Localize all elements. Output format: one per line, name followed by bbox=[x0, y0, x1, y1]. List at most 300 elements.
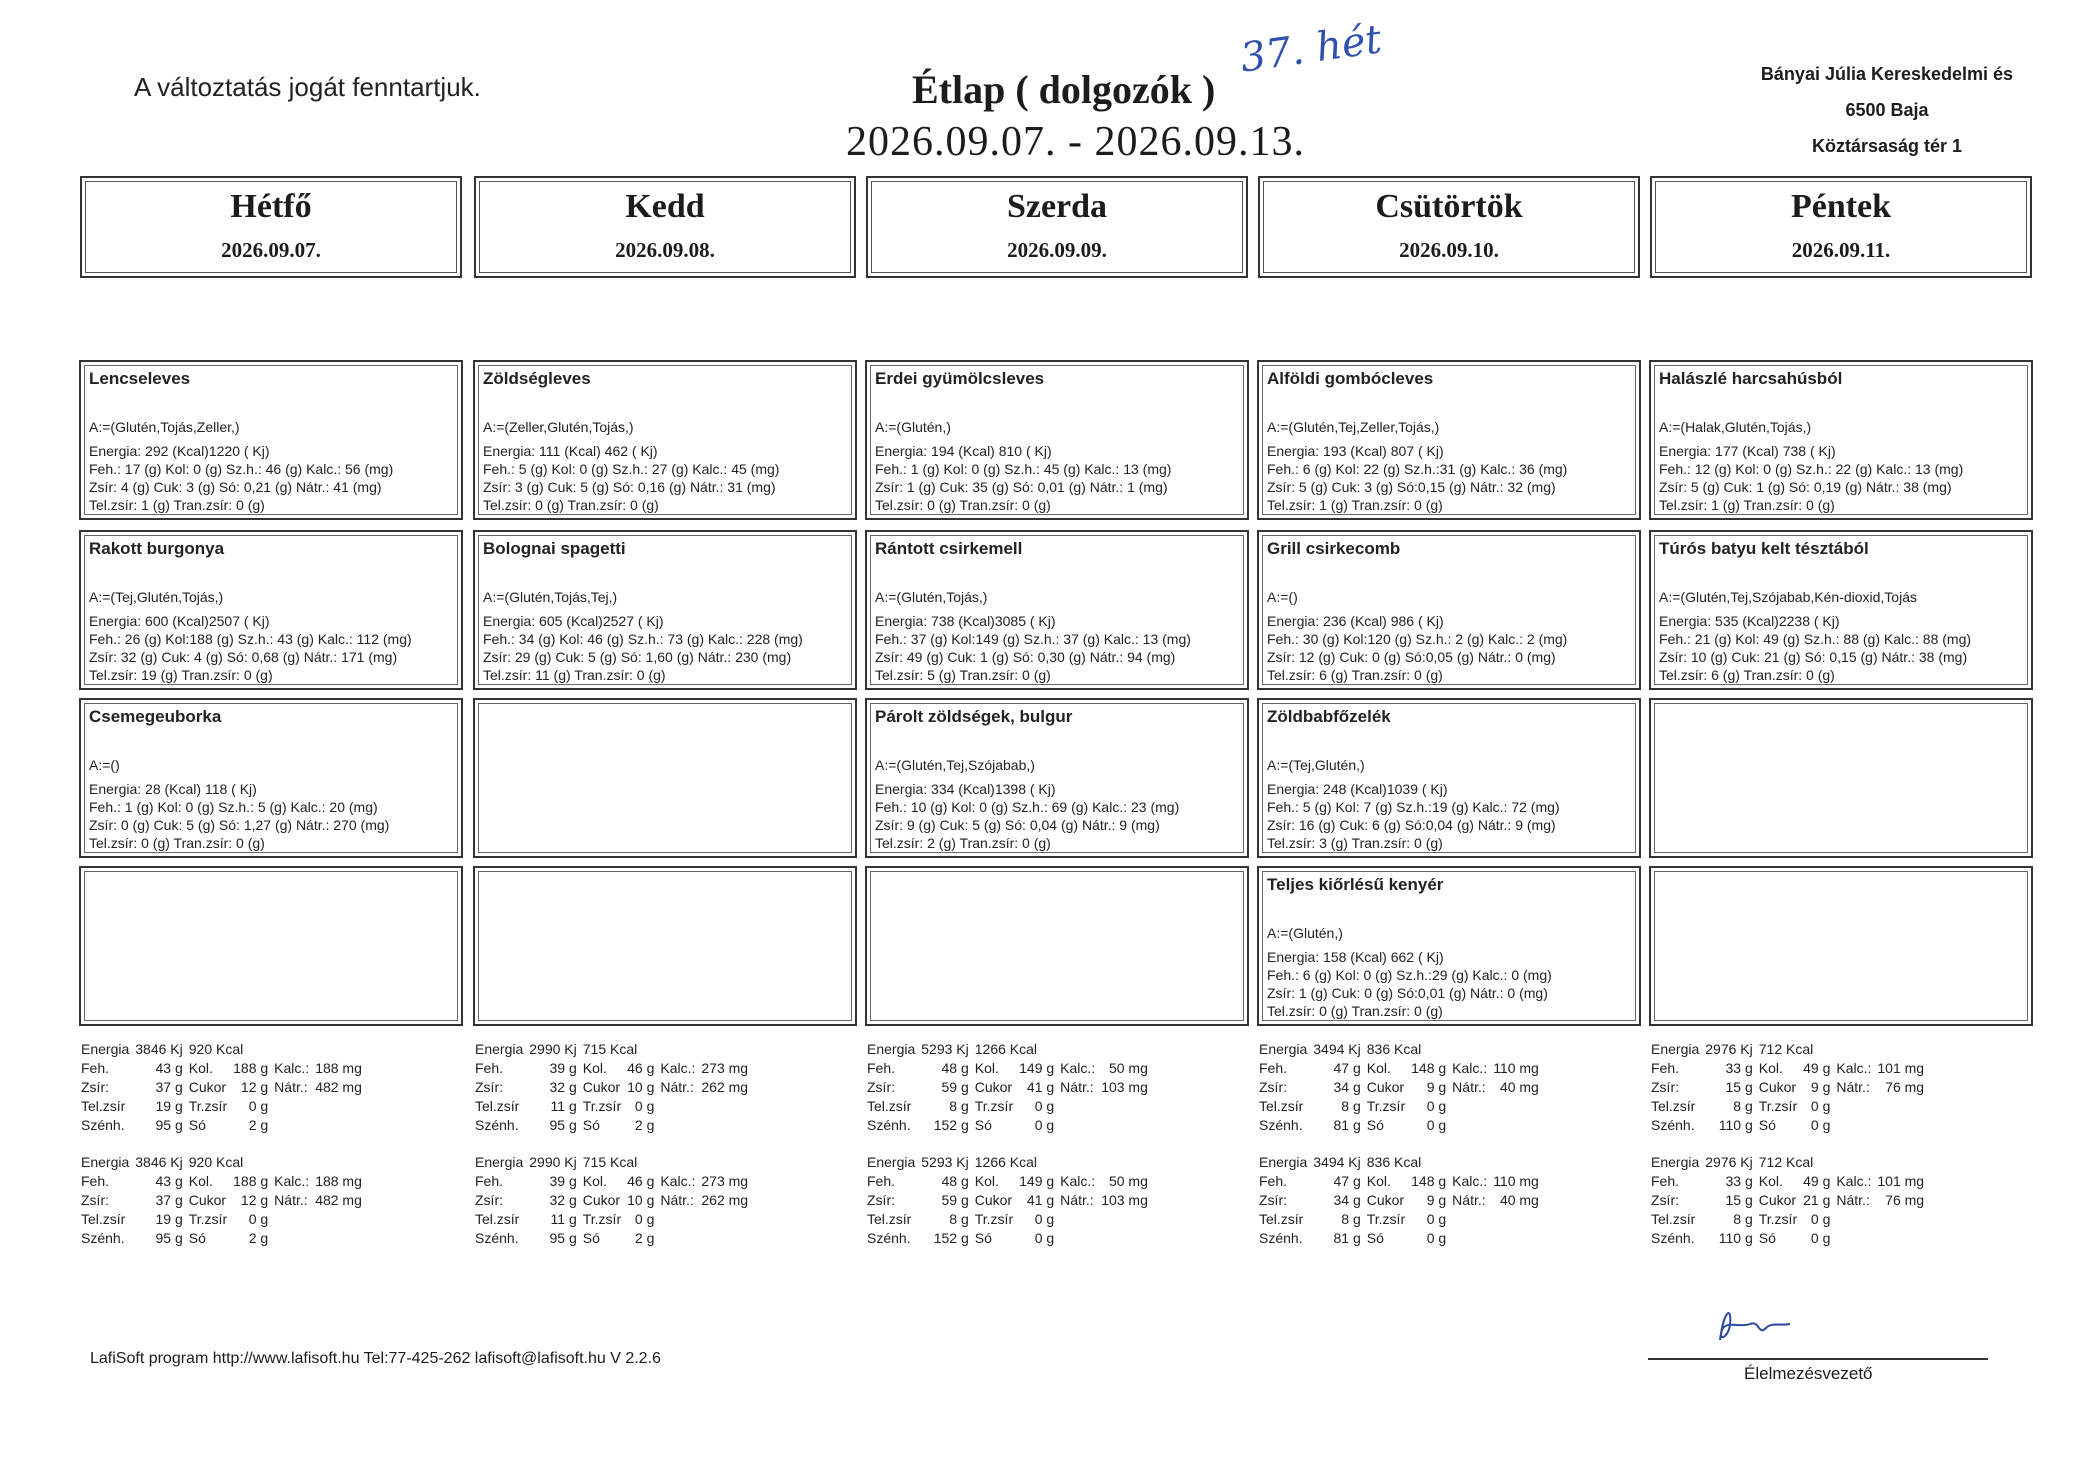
label-cukor: Cukor bbox=[1758, 1079, 1797, 1095]
nutrition-line: Tel.zsír: 1 (g) Tran.zsír: 0 (g) bbox=[1267, 497, 1443, 513]
empty-meal-cell bbox=[865, 866, 1249, 1026]
label-szenh: Szénh. bbox=[475, 1230, 519, 1246]
label-cukor: Cukor bbox=[188, 1079, 227, 1095]
nutrition-block bbox=[1267, 780, 1633, 852]
nutrition-line: Zsír: 5 (g) Cuk: 1 (g) Só: 0,19 (g) Nátr.: 38 (mg) bbox=[1659, 479, 1952, 495]
label-natr: Nátr.: bbox=[274, 1079, 308, 1095]
nutrition-block bbox=[875, 612, 1241, 684]
label-so: Só bbox=[188, 1230, 206, 1246]
day-header bbox=[866, 176, 1248, 278]
empty-meal-cell bbox=[1649, 698, 2033, 858]
label-telzsir: Tel.zsír bbox=[81, 1098, 126, 1114]
meal-allergens: A:=() bbox=[89, 757, 120, 773]
total-kalc: 50 mg bbox=[1108, 1060, 1148, 1076]
label-trzsir: Tr.zsír bbox=[1758, 1098, 1798, 1114]
total-energia-kcal: 836 Kcal bbox=[1366, 1154, 1422, 1170]
meal-name: Rakott burgonya bbox=[89, 539, 225, 558]
day-header bbox=[1258, 176, 1640, 278]
company-name: Bányai Júlia Kereskedelmi és bbox=[1760, 64, 2014, 84]
label-natr: Nátr.: bbox=[1452, 1079, 1486, 1095]
meal-allergens: A:=() bbox=[1267, 589, 1298, 605]
total-telzsir: 8 g bbox=[1733, 1211, 1753, 1227]
label-so: Só bbox=[582, 1230, 600, 1246]
label-feh: Feh. bbox=[1651, 1173, 1680, 1189]
label-trzsir: Tr.zsír bbox=[974, 1098, 1014, 1114]
total-szenh: 95 g bbox=[549, 1230, 577, 1246]
total-feh: 48 g bbox=[941, 1173, 969, 1189]
total-zsir: 15 g bbox=[1725, 1192, 1753, 1208]
total-szenh: 95 g bbox=[549, 1117, 577, 1133]
nutrition-line: Feh.: 10 (g) Kol: 0 (g) Sz.h.: 69 (g) Kalc.: 23 (mg) bbox=[875, 799, 1180, 815]
total-szenh: 81 g bbox=[1333, 1117, 1361, 1133]
label-energia: Energia bbox=[1651, 1041, 1700, 1057]
label-zsir: Zsír: bbox=[81, 1192, 109, 1208]
total-so: 2 g bbox=[634, 1230, 655, 1246]
daily-totals bbox=[1256, 1040, 1542, 1135]
meal-cell bbox=[865, 360, 1249, 520]
label-trzsir: Tr.zsír bbox=[188, 1098, 228, 1114]
total-szenh: 95 g bbox=[155, 1117, 183, 1133]
label-zsir: Zsír: bbox=[1259, 1079, 1287, 1095]
total-kol: 188 g bbox=[233, 1173, 269, 1189]
total-telzsir: 11 g bbox=[550, 1211, 577, 1227]
total-trzsir: 0 g bbox=[248, 1098, 269, 1114]
nutrition-line: Feh.: 5 (g) Kol: 0 (g) Sz.h.: 27 (g) Kalc.: 45 (mg) bbox=[483, 461, 780, 477]
label-energia: Energia bbox=[1259, 1041, 1308, 1057]
total-feh: 33 g bbox=[1725, 1173, 1753, 1189]
total-kol: 46 g bbox=[627, 1173, 655, 1189]
total-feh: 33 g bbox=[1725, 1060, 1753, 1076]
total-natr: 76 mg bbox=[1885, 1079, 1925, 1095]
nutrition-line: Tel.zsír: 0 (g) Tran.zsír: 0 (g) bbox=[1267, 1003, 1443, 1019]
label-kalc: Kalc.: bbox=[274, 1060, 310, 1076]
day-name: Csütörtök bbox=[1375, 188, 1523, 225]
total-zsir: 59 g bbox=[941, 1079, 969, 1095]
total-trzsir: 0 g bbox=[1426, 1098, 1447, 1114]
meal-allergens: A:=(Glutén,Tej,Szójabab,) bbox=[875, 757, 1035, 773]
total-zsir: 32 g bbox=[549, 1079, 577, 1095]
nutrition-line: Tel.zsír: 0 (g) Tran.zsír: 0 (g) bbox=[483, 497, 659, 513]
total-kol: 46 g bbox=[627, 1060, 655, 1076]
label-cukor: Cukor bbox=[1366, 1192, 1405, 1208]
total-feh: 47 g bbox=[1333, 1173, 1361, 1189]
nutrition-line: Feh.: 12 (g) Kol: 0 (g) Sz.h.: 22 (g) Kalc.: 13 (mg) bbox=[1659, 461, 1964, 477]
nutrition-line: Tel.zsír: 3 (g) Tran.zsír: 0 (g) bbox=[1267, 835, 1443, 851]
total-kol: 149 g bbox=[1019, 1060, 1055, 1076]
empty-meal-cell bbox=[1649, 866, 2033, 1026]
label-telzsir: Tel.zsír bbox=[1259, 1098, 1304, 1114]
total-energia-kj: 2990 Kj bbox=[529, 1154, 577, 1170]
label-energia: Energia bbox=[867, 1041, 916, 1057]
total-natr: 40 mg bbox=[1499, 1079, 1539, 1095]
total-zsir: 15 g bbox=[1725, 1079, 1753, 1095]
nutrition-line: Feh.: 21 (g) Kol: 49 (g) Sz.h.: 88 (g) Kalc.: 88 (mg) bbox=[1659, 631, 1972, 647]
total-feh: 43 g bbox=[155, 1060, 183, 1076]
total-energia-kj: 5293 Kj bbox=[921, 1041, 969, 1057]
nutrition-line: Energia: 158 (Kcal) 662 ( Kj) bbox=[1267, 949, 1444, 965]
meal-cell bbox=[473, 360, 857, 520]
nutrition-line: Feh.: 26 (g) Kol:188 (g) Sz.h.: 43 (g) Kalc.: 112 (mg) bbox=[89, 631, 412, 647]
nutrition-line: Tel.zsír: 5 (g) Tran.zsír: 0 (g) bbox=[875, 667, 1051, 683]
handwritten-week-note: 37. hét bbox=[1237, 16, 1385, 82]
nutrition-line: Tel.zsír: 0 (g) Tran.zsír: 0 (g) bbox=[875, 497, 1051, 513]
total-kalc: 273 mg bbox=[701, 1060, 749, 1076]
label-szenh: Szénh. bbox=[1259, 1230, 1303, 1246]
label-feh: Feh. bbox=[1651, 1060, 1680, 1076]
total-trzsir: 0 g bbox=[248, 1211, 269, 1227]
nutrition-line: Zsír: 9 (g) Cuk: 5 (g) Só: 0,04 (g) Nátr.: 9 (mg) bbox=[875, 817, 1160, 833]
label-zsir: Zsír: bbox=[867, 1192, 895, 1208]
total-energia-kcal: 712 Kcal bbox=[1758, 1154, 1814, 1170]
label-telzsir: Tel.zsír bbox=[475, 1098, 520, 1114]
nutrition-line: Feh.: 1 (g) Kol: 0 (g) Sz.h.: 45 (g) Kalc.: 13 (mg) bbox=[875, 461, 1172, 477]
nutrition-block bbox=[1267, 612, 1633, 684]
label-kol: Kol. bbox=[1758, 1173, 1783, 1189]
label-feh: Feh. bbox=[1259, 1173, 1288, 1189]
total-szenh: 152 g bbox=[933, 1230, 969, 1246]
meal-name: Erdei gyümölcsleves bbox=[875, 369, 1045, 388]
label-kalc: Kalc.: bbox=[1060, 1060, 1096, 1076]
label-zsir: Zsír: bbox=[81, 1079, 109, 1095]
label-kol: Kol. bbox=[188, 1060, 213, 1076]
label-so: Só bbox=[188, 1117, 206, 1133]
total-so: 0 g bbox=[1034, 1230, 1055, 1246]
total-natr: 482 mg bbox=[315, 1079, 362, 1095]
daily-totals bbox=[864, 1153, 1151, 1248]
total-natr: 262 mg bbox=[701, 1192, 749, 1208]
total-natr: 482 mg bbox=[315, 1192, 362, 1208]
total-so: 2 g bbox=[248, 1230, 269, 1246]
total-energia-kcal: 920 Kcal bbox=[188, 1154, 244, 1170]
total-cukor: 21 g bbox=[1803, 1192, 1831, 1208]
label-telzsir: Tel.zsír bbox=[81, 1211, 126, 1227]
label-natr: Nátr.: bbox=[660, 1192, 694, 1208]
label-so: Só bbox=[974, 1230, 992, 1246]
total-kalc: 188 mg bbox=[315, 1060, 362, 1076]
label-so: Só bbox=[1366, 1230, 1384, 1246]
daily-totals bbox=[472, 1153, 751, 1248]
total-natr: 262 mg bbox=[701, 1079, 749, 1095]
total-kalc: 101 mg bbox=[1877, 1173, 1925, 1189]
day-date: 2026.09.11. bbox=[1791, 238, 1891, 262]
daily-totals bbox=[78, 1040, 365, 1135]
meal-cell bbox=[1257, 360, 1641, 520]
total-szenh: 110 g bbox=[1718, 1230, 1753, 1246]
label-kol: Kol. bbox=[974, 1060, 999, 1076]
nutrition-line: Zsír: 10 (g) Cuk: 21 (g) Só: 0,15 (g) Nátr.: 38 (mg) bbox=[1659, 649, 1968, 665]
signature-mark bbox=[1710, 1300, 1800, 1350]
total-trzsir: 0 g bbox=[1810, 1211, 1831, 1227]
nutrition-line: Energia: 248 (Kcal)1039 ( Kj) bbox=[1267, 781, 1448, 797]
total-energia-kj: 2990 Kj bbox=[529, 1041, 577, 1057]
meal-allergens: A:=(Glutén,) bbox=[875, 419, 951, 435]
nutrition-line: Energia: 292 (Kcal)1220 ( Kj) bbox=[89, 443, 270, 459]
day-date: 2026.09.08. bbox=[615, 238, 715, 262]
total-kol: 148 g bbox=[1411, 1060, 1447, 1076]
meal-name: Lencseleves bbox=[89, 369, 191, 388]
nutrition-line: Energia: 111 (Kcal) 462 ( Kj) bbox=[483, 443, 658, 459]
total-natr: 103 mg bbox=[1101, 1079, 1148, 1095]
total-feh: 43 g bbox=[155, 1173, 183, 1189]
label-zsir: Zsír: bbox=[475, 1079, 503, 1095]
meal-allergens: A:=(Zeller,Glutén,Tojás,) bbox=[483, 419, 634, 435]
nutrition-line: Energia: 28 (Kcal) 118 ( Kj) bbox=[89, 781, 257, 797]
meal-allergens: A:=(Tej,Glutén,Tojás,) bbox=[89, 589, 224, 605]
meal-name: Csemegeuborka bbox=[89, 707, 222, 726]
total-trzsir: 0 g bbox=[634, 1098, 655, 1114]
meal-allergens: A:=(Glutén,Tej,Szójabab,Kén-dioxid,Tojás bbox=[1659, 589, 1917, 605]
total-energia-kcal: 712 Kcal bbox=[1758, 1041, 1814, 1057]
nutrition-line: Zsír: 1 (g) Cuk: 35 (g) Só: 0,01 (g) Nátr.: 1 (mg) bbox=[875, 479, 1168, 495]
total-energia-kcal: 920 Kcal bbox=[188, 1041, 244, 1057]
meal-cell bbox=[79, 698, 463, 858]
label-telzsir: Tel.zsír bbox=[867, 1211, 912, 1227]
empty-meal-cell bbox=[473, 698, 857, 858]
label-energia: Energia bbox=[1259, 1154, 1308, 1170]
nutrition-line: Zsír: 3 (g) Cuk: 5 (g) Só: 0,16 (g) Nátr.: 31 (mg) bbox=[483, 479, 776, 495]
day-header bbox=[80, 176, 462, 278]
daily-totals bbox=[472, 1040, 751, 1135]
nutrition-block bbox=[89, 442, 455, 514]
label-natr: Nátr.: bbox=[1060, 1192, 1094, 1208]
total-energia-kcal: 715 Kcal bbox=[582, 1041, 638, 1057]
day-header bbox=[474, 176, 856, 278]
company-address: Köztársaság tér 1 bbox=[1811, 136, 1963, 156]
label-kol: Kol. bbox=[1366, 1173, 1391, 1189]
label-feh: Feh. bbox=[867, 1173, 896, 1189]
label-energia: Energia bbox=[1651, 1154, 1700, 1170]
meal-cell bbox=[473, 530, 857, 690]
nutrition-line: Energia: 334 (Kcal)1398 ( Kj) bbox=[875, 781, 1056, 797]
total-telzsir: 8 g bbox=[1341, 1098, 1361, 1114]
empty-meal-cell bbox=[473, 866, 857, 1026]
nutrition-line: Tel.zsír: 1 (g) Tran.zsír: 0 (g) bbox=[89, 497, 265, 513]
label-cukor: Cukor bbox=[974, 1192, 1013, 1208]
label-energia: Energia bbox=[475, 1154, 524, 1170]
total-so: 0 g bbox=[1426, 1117, 1447, 1133]
nutrition-line: Feh.: 17 (g) Kol: 0 (g) Sz.h.: 46 (g) Kalc.: 56 (mg) bbox=[89, 461, 394, 477]
label-trzsir: Tr.zsír bbox=[1758, 1211, 1798, 1227]
signature-label: Élelmezésvezető bbox=[1744, 1364, 1873, 1383]
total-natr: 103 mg bbox=[1101, 1192, 1148, 1208]
label-natr: Nátr.: bbox=[1452, 1192, 1486, 1208]
total-so: 0 g bbox=[1810, 1230, 1831, 1246]
total-telzsir: 11 g bbox=[550, 1098, 577, 1114]
nutrition-line: Tel.zsír: 19 (g) Tran.zsír: 0 (g) bbox=[89, 667, 273, 683]
label-kol: Kol. bbox=[1758, 1060, 1783, 1076]
label-feh: Feh. bbox=[1259, 1060, 1288, 1076]
nutrition-block bbox=[1659, 442, 2025, 514]
nutrition-line: Tel.zsír: 2 (g) Tran.zsír: 0 (g) bbox=[875, 835, 1051, 851]
day-name: Péntek bbox=[1790, 188, 1892, 225]
meal-name: Bolognai spagetti bbox=[483, 539, 626, 558]
total-so: 0 g bbox=[1426, 1230, 1447, 1246]
total-telzsir: 19 g bbox=[155, 1098, 183, 1114]
total-feh: 48 g bbox=[941, 1060, 969, 1076]
label-kalc: Kalc.: bbox=[660, 1173, 696, 1189]
label-telzsir: Tel.zsír bbox=[867, 1098, 912, 1114]
label-so: Só bbox=[1758, 1230, 1776, 1246]
nutrition-block bbox=[89, 780, 455, 852]
nutrition-line: Energia: 193 (Kcal) 807 ( Kj) bbox=[1267, 443, 1444, 459]
nutrition-line: Tel.zsír: 11 (g) Tran.zsír: 0 (g) bbox=[483, 667, 666, 683]
day-name: Szerda bbox=[1006, 188, 1108, 225]
nutrition-line: Zsír: 0 (g) Cuk: 5 (g) Só: 1,27 (g) Nátr.: 270 (mg) bbox=[89, 817, 390, 833]
label-kol: Kol. bbox=[188, 1173, 213, 1189]
total-szenh: 81 g bbox=[1333, 1230, 1361, 1246]
label-telzsir: Tel.zsír bbox=[1651, 1211, 1696, 1227]
label-kol: Kol. bbox=[582, 1060, 607, 1076]
nutrition-line: Feh.: 6 (g) Kol: 0 (g) Sz.h.:29 (g) Kalc.: 0 (mg) bbox=[1267, 967, 1552, 983]
label-feh: Feh. bbox=[867, 1060, 896, 1076]
label-cukor: Cukor bbox=[188, 1192, 227, 1208]
meal-allergens: A:=(Tej,Glutén,) bbox=[1267, 757, 1365, 773]
total-cukor: 41 g bbox=[1026, 1079, 1055, 1095]
total-cukor: 41 g bbox=[1026, 1192, 1055, 1208]
nutrition-line: Feh.: 6 (g) Kol: 22 (g) Sz.h.:31 (g) Kalc.: 36 (mg) bbox=[1267, 461, 1568, 477]
total-telzsir: 8 g bbox=[1733, 1098, 1753, 1114]
total-kalc: 188 mg bbox=[315, 1173, 362, 1189]
total-kol: 188 g bbox=[233, 1060, 269, 1076]
total-zsir: 59 g bbox=[941, 1192, 969, 1208]
label-szenh: Szénh. bbox=[81, 1230, 125, 1246]
total-so: 2 g bbox=[248, 1117, 269, 1133]
label-kalc: Kalc.: bbox=[1836, 1173, 1872, 1189]
label-so: Só bbox=[974, 1117, 992, 1133]
total-energia-kj: 2976 Kj bbox=[1705, 1041, 1753, 1057]
total-energia-kj: 3846 Kj bbox=[135, 1154, 183, 1170]
label-kalc: Kalc.: bbox=[274, 1173, 310, 1189]
total-energia-kj: 3846 Kj bbox=[135, 1041, 183, 1057]
total-energia-kj: 2976 Kj bbox=[1705, 1154, 1753, 1170]
label-trzsir: Tr.zsír bbox=[188, 1211, 228, 1227]
meal-name: Alföldi gombócleves bbox=[1267, 369, 1434, 388]
total-so: 0 g bbox=[1034, 1117, 1055, 1133]
nutrition-line: Energia: 177 (Kcal) 738 ( Kj) bbox=[1659, 443, 1836, 459]
day-date: 2026.09.07. bbox=[221, 238, 321, 262]
label-szenh: Szénh. bbox=[1259, 1117, 1303, 1133]
meal-name: Zöldbabfőzelék bbox=[1267, 707, 1391, 726]
label-natr: Nátr.: bbox=[660, 1079, 694, 1095]
meal-cell bbox=[865, 698, 1249, 858]
meal-name: Halászlé harcsahúsból bbox=[1659, 369, 1843, 388]
label-telzsir: Tel.zsír bbox=[1651, 1098, 1696, 1114]
label-kol: Kol. bbox=[582, 1173, 607, 1189]
day-date: 2026.09.09. bbox=[1007, 238, 1107, 262]
label-szenh: Szénh. bbox=[867, 1117, 911, 1133]
meal-cell bbox=[79, 360, 463, 520]
daily-totals bbox=[1256, 1153, 1542, 1248]
meal-allergens: A:=(Glutén,Tojás,) bbox=[875, 589, 988, 605]
nutrition-line: Zsír: 16 (g) Cuk: 6 (g) Só:0,04 (g) Nátr.: 9 (mg) bbox=[1267, 817, 1556, 833]
total-cukor: 9 g bbox=[1810, 1079, 1831, 1095]
nutrition-line: Zsír: 49 (g) Cuk: 1 (g) Só: 0,30 (g) Nátr.: 94 (mg) bbox=[875, 649, 1176, 665]
total-natr: 76 mg bbox=[1885, 1192, 1925, 1208]
meal-name: Párolt zöldségek, bulgur bbox=[875, 707, 1073, 726]
total-szenh: 110 g bbox=[1718, 1117, 1753, 1133]
nutrition-line: Energia: 600 (Kcal)2507 ( Kj) bbox=[89, 613, 270, 629]
label-so: Só bbox=[1366, 1117, 1384, 1133]
meal-name: Teljes kiőrlésű kenyér bbox=[1267, 875, 1444, 894]
label-trzsir: Tr.zsír bbox=[1366, 1098, 1406, 1114]
total-so: 0 g bbox=[1810, 1117, 1831, 1133]
day-header bbox=[1650, 176, 2032, 278]
empty-meal-cell bbox=[79, 866, 463, 1026]
nutrition-line: Zsír: 32 (g) Cuk: 4 (g) Só: 0,68 (g) Nátr.: 171 (mg) bbox=[89, 649, 398, 665]
total-cukor: 9 g bbox=[1426, 1192, 1447, 1208]
total-energia-kj: 3494 Kj bbox=[1313, 1041, 1361, 1057]
nutrition-line: Energia: 535 (Kcal)2238 ( Kj) bbox=[1659, 613, 1840, 629]
nutrition-line: Tel.zsír: 6 (g) Tran.zsír: 0 (g) bbox=[1267, 667, 1443, 683]
company-city: 6500 Baja bbox=[1845, 100, 1929, 120]
notice-text: A változtatás jogát fenntartjuk. bbox=[134, 72, 481, 102]
nutrition-block bbox=[1659, 612, 2025, 684]
nutrition-block bbox=[1267, 948, 1633, 1020]
meal-cell bbox=[1257, 530, 1641, 690]
day-name: Hétfő bbox=[230, 188, 312, 225]
total-zsir: 32 g bbox=[549, 1192, 577, 1208]
nutrition-block bbox=[875, 780, 1241, 852]
meal-name: Túrós batyu kelt tésztából bbox=[1659, 539, 1869, 558]
nutrition-line: Feh.: 5 (g) Kol: 7 (g) Sz.h.:19 (g) Kalc.: 72 (mg) bbox=[1267, 799, 1560, 815]
label-trzsir: Tr.zsír bbox=[974, 1211, 1014, 1227]
label-natr: Nátr.: bbox=[1836, 1192, 1870, 1208]
nutrition-line: Energia: 738 (Kcal)3085 ( Kj) bbox=[875, 613, 1056, 629]
total-kol: 49 g bbox=[1803, 1060, 1831, 1076]
total-kol: 49 g bbox=[1803, 1173, 1831, 1189]
label-trzsir: Tr.zsír bbox=[582, 1211, 622, 1227]
meal-name: Grill csirkecomb bbox=[1267, 539, 1401, 558]
total-cukor: 9 g bbox=[1426, 1079, 1447, 1095]
total-zsir: 37 g bbox=[155, 1192, 183, 1208]
label-cukor: Cukor bbox=[582, 1079, 621, 1095]
total-telzsir: 8 g bbox=[1341, 1211, 1361, 1227]
total-energia-kj: 3494 Kj bbox=[1313, 1154, 1361, 1170]
label-zsir: Zsír: bbox=[1259, 1192, 1287, 1208]
label-zsir: Zsír: bbox=[475, 1192, 503, 1208]
label-energia: Energia bbox=[475, 1041, 524, 1057]
label-natr: Nátr.: bbox=[1060, 1079, 1094, 1095]
total-feh: 39 g bbox=[549, 1173, 577, 1189]
total-kalc: 101 mg bbox=[1877, 1060, 1925, 1076]
total-szenh: 95 g bbox=[155, 1230, 183, 1246]
total-cukor: 10 g bbox=[627, 1079, 655, 1095]
total-kalc: 110 mg bbox=[1493, 1060, 1539, 1076]
signature-line bbox=[1648, 1358, 1988, 1360]
meal-allergens: A:=(Glutén,Tojás,Tej,) bbox=[483, 589, 618, 605]
label-kalc: Kalc.: bbox=[1836, 1060, 1872, 1076]
nutrition-line: Zsír: 5 (g) Cuk: 3 (g) Só:0,15 (g) Nátr.: 32 (mg) bbox=[1267, 479, 1556, 495]
total-kalc: 273 mg bbox=[701, 1173, 749, 1189]
total-zsir: 37 g bbox=[155, 1079, 183, 1095]
label-szenh: Szénh. bbox=[1651, 1230, 1695, 1246]
label-szenh: Szénh. bbox=[475, 1117, 519, 1133]
label-szenh: Szénh. bbox=[1651, 1117, 1695, 1133]
total-natr: 40 mg bbox=[1499, 1192, 1539, 1208]
nutrition-line: Zsír: 1 (g) Cuk: 0 (g) Só:0,01 (g) Nátr.: 0 (mg) bbox=[1267, 985, 1548, 1001]
label-feh: Feh. bbox=[81, 1060, 110, 1076]
label-cukor: Cukor bbox=[974, 1079, 1013, 1095]
meal-allergens: A:=(Glutén,) bbox=[1267, 925, 1343, 941]
label-cukor: Cukor bbox=[1758, 1192, 1797, 1208]
label-zsir: Zsír: bbox=[1651, 1192, 1679, 1208]
total-so: 2 g bbox=[634, 1117, 655, 1133]
total-zsir: 34 g bbox=[1333, 1192, 1361, 1208]
daily-totals bbox=[1648, 1040, 1927, 1135]
label-kalc: Kalc.: bbox=[1452, 1173, 1488, 1189]
date-range: 2026.09.07. - 2026.09.13. bbox=[846, 119, 1305, 165]
daily-totals bbox=[78, 1153, 365, 1248]
